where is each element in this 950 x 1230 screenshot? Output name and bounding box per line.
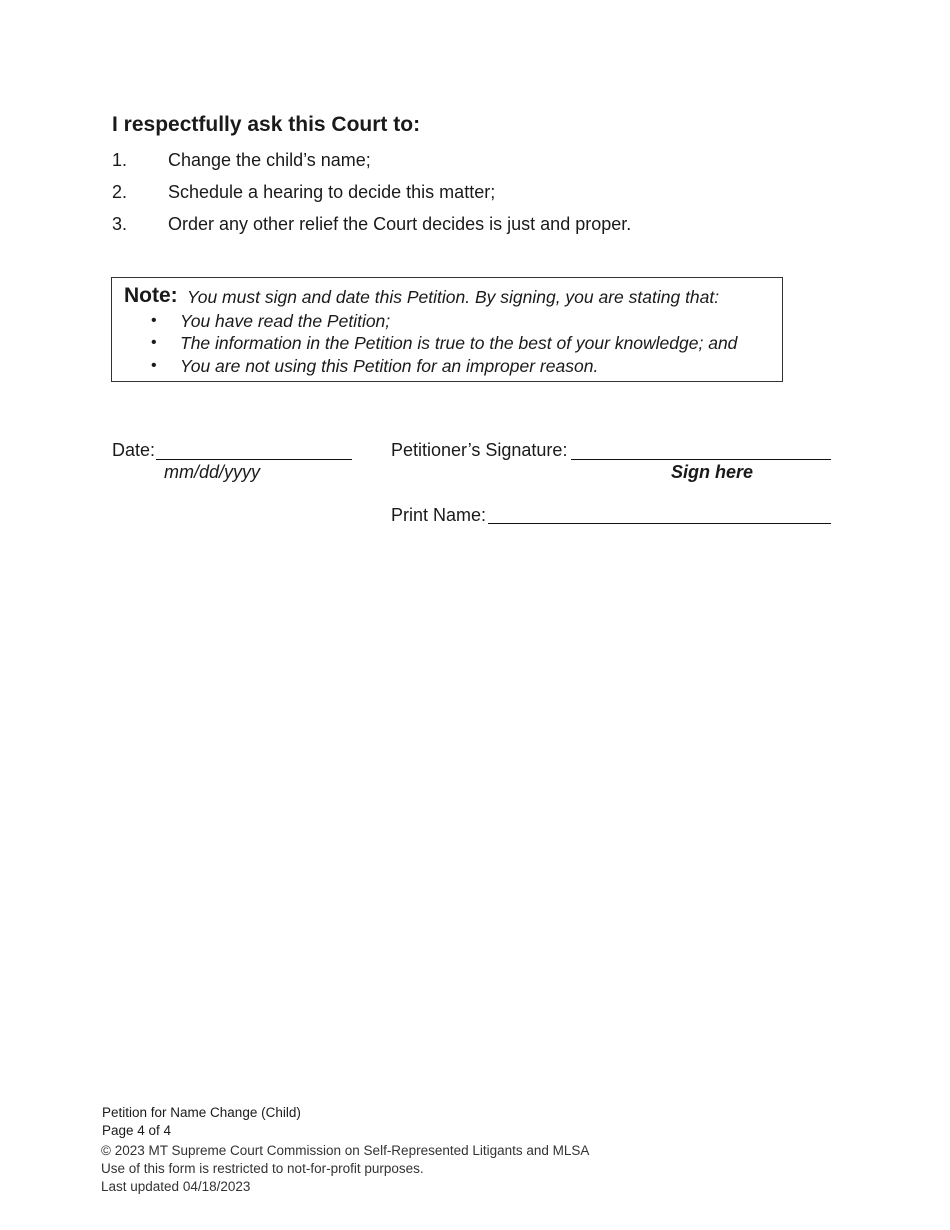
request-item-text: Change the child’s name; xyxy=(168,150,371,170)
bullet-icon: • xyxy=(151,334,157,351)
request-item-number: 1. xyxy=(112,150,128,170)
bullet-icon: • xyxy=(151,357,157,374)
footer-copyright: © 2023 MT Supreme Court Commission on Self-Represented Litigants and MLSA xyxy=(101,1143,590,1158)
footer-updated: Last updated 04/18/2023 xyxy=(101,1179,251,1194)
note-bullet: You have read the Petition; xyxy=(180,311,391,331)
request-item-text: Order any other relief the Court decides is just and proper. xyxy=(168,214,632,234)
footer-restriction: Use of this form is restricted to not-for-profit purposes. xyxy=(101,1161,424,1176)
print-name-label: Print Name: xyxy=(391,505,487,525)
print-name-line[interactable] xyxy=(488,523,831,524)
request-item-number: 2. xyxy=(112,182,128,202)
note-intro: You must sign and date this Petition. By signing, you are stating that: xyxy=(187,287,720,307)
footer-form-title: Petition for Name Change (Child) xyxy=(102,1105,301,1120)
note-bullet: The information in the Petition is true to the best of your knowledge; and xyxy=(180,333,738,353)
date-label: Date: xyxy=(112,440,156,460)
request-item-number: 3. xyxy=(112,214,128,234)
request-item-text: Schedule a hearing to decide this matter; xyxy=(168,182,496,202)
note-label: Note: xyxy=(124,284,178,307)
note-bullet: You are not using this Petition for an improper reason. xyxy=(180,356,599,376)
signature-hint: Sign here xyxy=(671,462,754,482)
signature-label: Petitioner’s Signature: xyxy=(391,440,568,460)
footer-page-number: Page 4 of 4 xyxy=(102,1123,172,1138)
date-hint: mm/dd/yyyy xyxy=(164,462,261,482)
bullet-icon: • xyxy=(151,312,157,329)
signature-line[interactable] xyxy=(571,459,831,460)
date-line[interactable] xyxy=(156,459,352,460)
request-heading: I respectfully ask this Court to: xyxy=(112,113,421,136)
